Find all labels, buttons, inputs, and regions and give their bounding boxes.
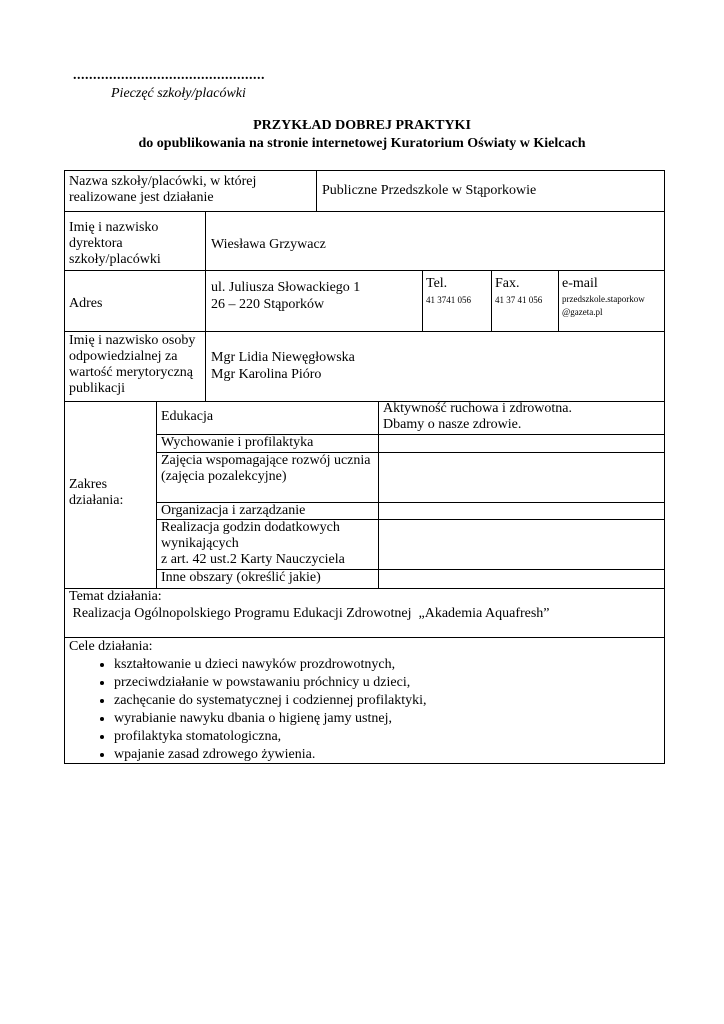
row-divider bbox=[64, 270, 665, 271]
scope-education-detail: Aktywność ruchowa i zdrowotna. Dbamy o nasze zdrowie. bbox=[383, 401, 572, 432]
list-item: • zachęcanie do systematycznej i codziennej profilaktyki, bbox=[114, 692, 427, 710]
goals-label: Cele działania: bbox=[69, 639, 153, 654]
scope-label: Zakres działania: bbox=[69, 477, 124, 508]
scope-item-other: Inne obszary (określić jakie) bbox=[161, 570, 321, 585]
topic-label: Temat działania: bbox=[69, 589, 162, 604]
row-divider bbox=[64, 211, 665, 212]
responsible-person-label: Imię i nazwisko osoby odpowiedzialnej za wartość merytoryczną publikacji bbox=[69, 333, 196, 396]
director-label: Imię i nazwisko dyrektora szkoły/placówki bbox=[69, 220, 161, 267]
director-value: Wiesława Grzywacz bbox=[211, 237, 326, 252]
school-name-value: Publiczne Przedszkole w Stąporkowie bbox=[322, 183, 537, 198]
column-divider bbox=[316, 170, 317, 211]
address-label: Adres bbox=[69, 296, 103, 311]
practice-form-table bbox=[64, 170, 665, 764]
scope-item-upbringing: Wychowanie i profilaktyka bbox=[161, 435, 314, 450]
email-value-line-1: przedszkole.staporkow bbox=[562, 294, 645, 304]
phone-label: Tel. bbox=[426, 276, 448, 291]
responsible-person-1: Mgr Lidia Niewęgłowska bbox=[211, 350, 355, 365]
row-divider bbox=[64, 331, 665, 332]
scope-item-organization: Organizacja i zarządzanie bbox=[161, 503, 306, 518]
responsible-person-2: Mgr Karolina Pióro bbox=[211, 367, 322, 382]
column-divider bbox=[422, 270, 423, 331]
document-subtitle: do opublikowania na stronie internetowej Kuratorium Oświaty w Kielcach bbox=[138, 136, 586, 151]
topic-value: Realizacja Ogólnopolskiego Programu Edukacji Zdrowotnej „Akademia Aquafresh” bbox=[69, 606, 550, 621]
fax-value: 41 37 41 056 bbox=[495, 295, 543, 305]
email-value-line-2: @gazeta.pl bbox=[562, 307, 603, 317]
email-label: e-mail bbox=[562, 276, 598, 291]
fax-label: Fax. bbox=[495, 276, 520, 291]
stamp-placeholder-dots: ................................................ bbox=[73, 68, 265, 83]
goals-list bbox=[88, 656, 427, 764]
stamp-label: Pieczęć szkoły/placówki bbox=[111, 86, 246, 101]
column-divider bbox=[156, 401, 157, 588]
scope-item-education: Edukacja bbox=[161, 409, 214, 424]
document-title: PRZYKŁAD DOBREJ PRAKTYKI bbox=[253, 118, 471, 133]
address-line-2: 26 – 220 Stąporków bbox=[211, 297, 325, 312]
column-divider bbox=[491, 270, 492, 331]
scope-item-extra-hours: Realizacja godzin dodatkowych wynikających z art. 42 ust.2 Karty Nauczyciela bbox=[161, 520, 345, 567]
list-item: • przeciwdziałanie w powstawaniu próchnicy u dzieci, bbox=[114, 674, 427, 692]
list-item: • wyrabianie nawyku dbania o higienę jamy ustnej, bbox=[114, 710, 427, 728]
list-item: • kształtowanie u dzieci nawyków prozdrowotnych, bbox=[114, 656, 427, 674]
row-divider bbox=[64, 637, 665, 638]
address-line-1: ul. Juliusza Słowackiego 1 bbox=[211, 280, 361, 295]
list-item: • wpajanie zasad zdrowego żywienia. bbox=[114, 746, 427, 764]
list-item: • profilaktyka stomatologiczna, bbox=[114, 728, 427, 746]
phone-value: 41 3741 056 bbox=[426, 295, 471, 305]
scope-item-support-classes: Zajęcia wspomagające rozwój ucznia (zajęcia pozalekcyjne) bbox=[161, 453, 371, 484]
column-divider bbox=[205, 211, 206, 401]
school-name-label: Nazwa szkoły/placówki, w której realizowane jest działanie bbox=[69, 174, 257, 205]
column-divider bbox=[558, 270, 559, 331]
column-divider bbox=[378, 401, 379, 588]
